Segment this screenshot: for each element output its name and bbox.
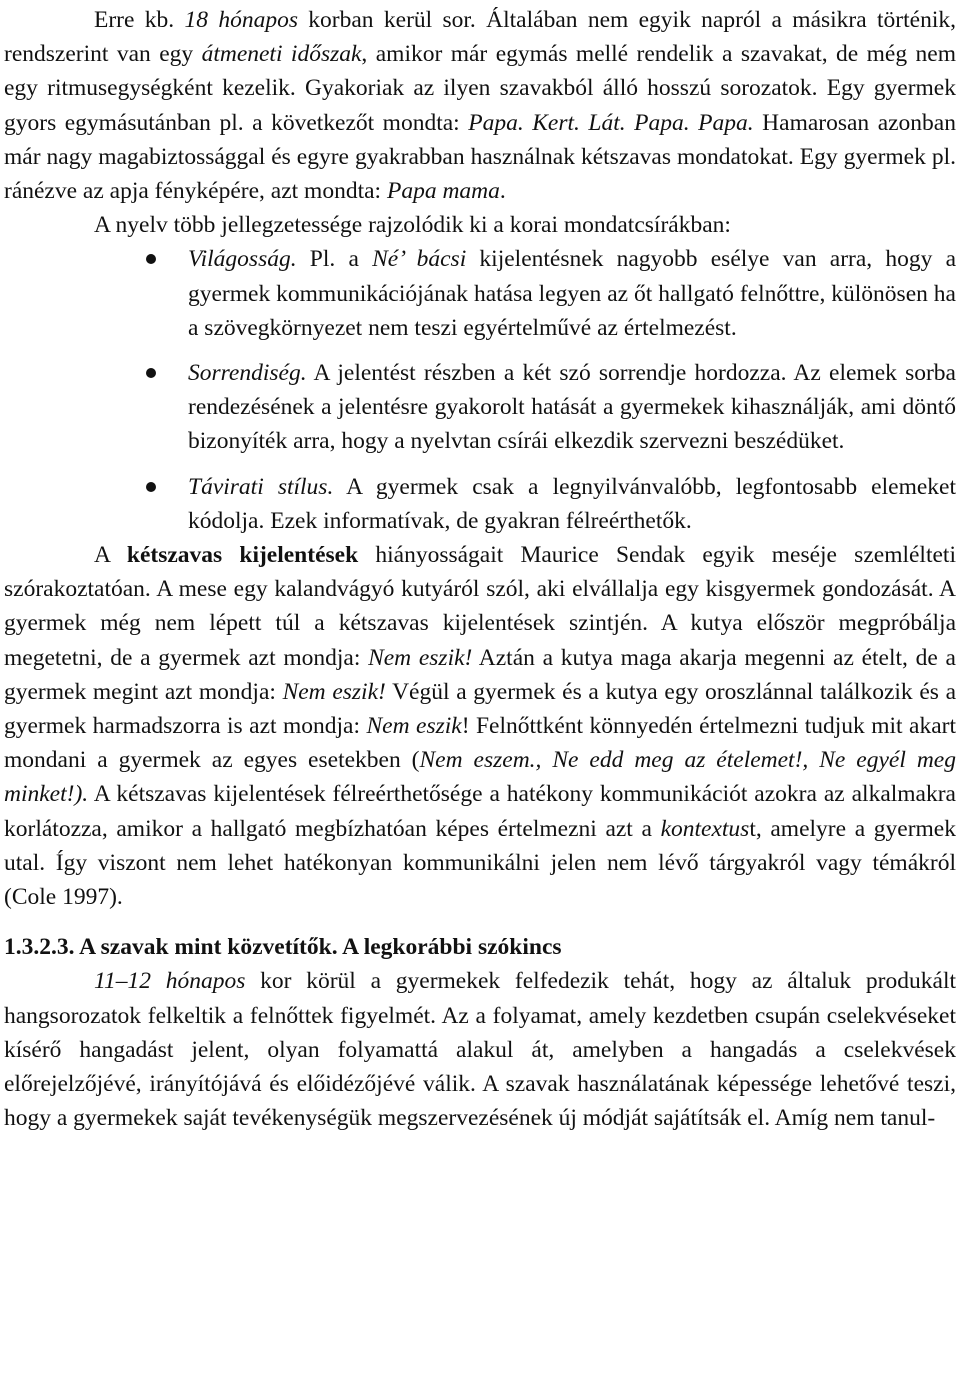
text-run: . <box>499 178 506 205</box>
text-run: , amikor már egymás mellé rendelik a szavakat, de még nem egy ritmusegységként kezelik. Gyakoriak az ilyen szavakból álló hosszú sorozatok. Egy gyermek gyors egymásutánban pl. a következőt mondta: <box>4 41 956 136</box>
text-run: Aztán a kutya maga akarja megenni az ételt, de a gyermek megint azt mondja: <box>4 644 956 705</box>
text-run: kijelentésnek nagyobb esélye van arra, hogy a gyermek kommunikációjának hatása legyen az őt hallgató felnőttre, különösen ha a szövegkörnyezet nem teszi egyértelművé az értelmezést. <box>188 246 956 341</box>
italic-example: Papa mama <box>386 178 500 205</box>
paragraph-sendak-story <box>4 538 956 914</box>
italic-example: Papa. Kert. Lát. Papa. Papa. <box>468 109 754 136</box>
text-run: A gyermek csak a legnyilvánvalóbb, legfontosabb elemeket kódolja. Ezek informatívak, de gyakran félreérthetők. <box>188 473 956 534</box>
text-run: Pl. a <box>296 246 373 273</box>
text-run: hiányosságait Maurice Sendak egyik meséje szemlélteti szórakoztatóan. A mese egy kalandvágyó kutyáról szól, aki elvállalja egy kisgyermek gondozását. A gyermek még nem lépett túl a kétszavas kijelentések szintjén. A kutya először megpróbálja megetetni, de a gyermek azt mondja: <box>4 542 956 671</box>
italic-example: Nem eszem., Ne edd meg az ételemet!, Ne egyél meg minket!). <box>4 747 956 808</box>
text-run: A kétszavas kijelentések félreérthetősége a hatékony kommunikációt azokra az alkalmakra korlátozza, amikor a hallgató megbízhatóan képes értelmezni azt a <box>4 781 956 842</box>
bullet-icon <box>146 368 156 378</box>
italic-example: Né’ bácsi <box>372 246 467 273</box>
italic-term: Sorrendiség. <box>188 360 307 387</box>
paragraph-two-word-stage <box>4 3 956 208</box>
text-run: korban kerül sor. Általában nem egyik napról a másikra történik, rendszerint van egy <box>4 7 956 68</box>
italic-term: átmeneti időszak <box>201 41 362 68</box>
list-item-clarity <box>4 242 956 345</box>
italic-term: 18 hónapos <box>184 7 298 33</box>
italic-term: Világosság. <box>188 246 297 273</box>
italic-example: Nem eszik! <box>282 678 386 705</box>
bullet-icon <box>146 482 156 492</box>
text-run: A <box>94 542 127 569</box>
italic-example: Nem eszik! <box>368 644 473 671</box>
text-run: t, amelyre a gyermek utal. Így viszont nem lehet hatékonyan kommunikálni jelen nem lévő tárgyakról vagy témákról (Cole 1997). <box>4 815 956 911</box>
text-run: Végül a gyermek és a kutya egy oroszlánnal találkozik és a gyermek harmadszorra is azt mondja: <box>4 678 956 740</box>
text-run: Erre kb. <box>94 7 185 33</box>
bullet-icon <box>146 254 156 264</box>
text-run: ! Felnőttként könnyedén értelmezni tudjuk mit akart mondani a gyermek az egyes esetekben ( <box>4 713 956 774</box>
list-item-telegraphic-style <box>4 470 956 538</box>
italic-example: Nem eszik <box>366 713 462 740</box>
italic-term: 11–12 hónapos <box>94 968 246 995</box>
text-run: A jelentést részben a két szó sorrendje hordozza. Az elemek sorba rendezésének a jelentésre gyakorolt hatását a gyermekek kihasználják, ami döntő bizonyíték arra, hogy a nyelvtan csírái elkezdik szervezni beszédüket. <box>188 360 956 455</box>
bold-term: kétszavas kijelentések <box>126 542 359 569</box>
features-list <box>4 242 956 538</box>
section-heading: 1.3.2.3. A szavak mint közvetítők. A legkorábbi szókincs <box>4 934 562 961</box>
list-item-order <box>4 356 956 459</box>
italic-term: kontextus <box>660 815 750 842</box>
text-run: Hamarosan azonban már nagy magabiztossággal és egyre gyakrabban használnak kétszavas mondatokat. Egy gyermek pl. ránézve az apja fényképére, azt mondta: <box>4 109 956 205</box>
document-page <box>0 3 960 1376</box>
text-run: kor körül a gyermekek felfedezik tehát, hogy az általuk produkált hangsorozatok felkeltik a felnőttek figyelmét. Az a folyamat, amely kezdetben csupán cselekvéseket kísérő hangadást jelent, olyan folyamattá alakul át, amelyben a hangadás a cselekvések előrejelzőjévé, irányítójává és előidézőjévé válik. A szavak használatának képessége lehetővé teszi, hogy a gyermekek saját tevékenységük megszervezésének új módját sajátítsák el. Amíg nem tanul- <box>4 968 956 1132</box>
italic-term: Távirati stílus. <box>188 473 334 500</box>
paragraph-first-words <box>4 964 956 1135</box>
paragraph-features-intro: A nyelv több jellegzetessége rajzolódik ki a korai mondatcsírákban: <box>94 212 731 239</box>
